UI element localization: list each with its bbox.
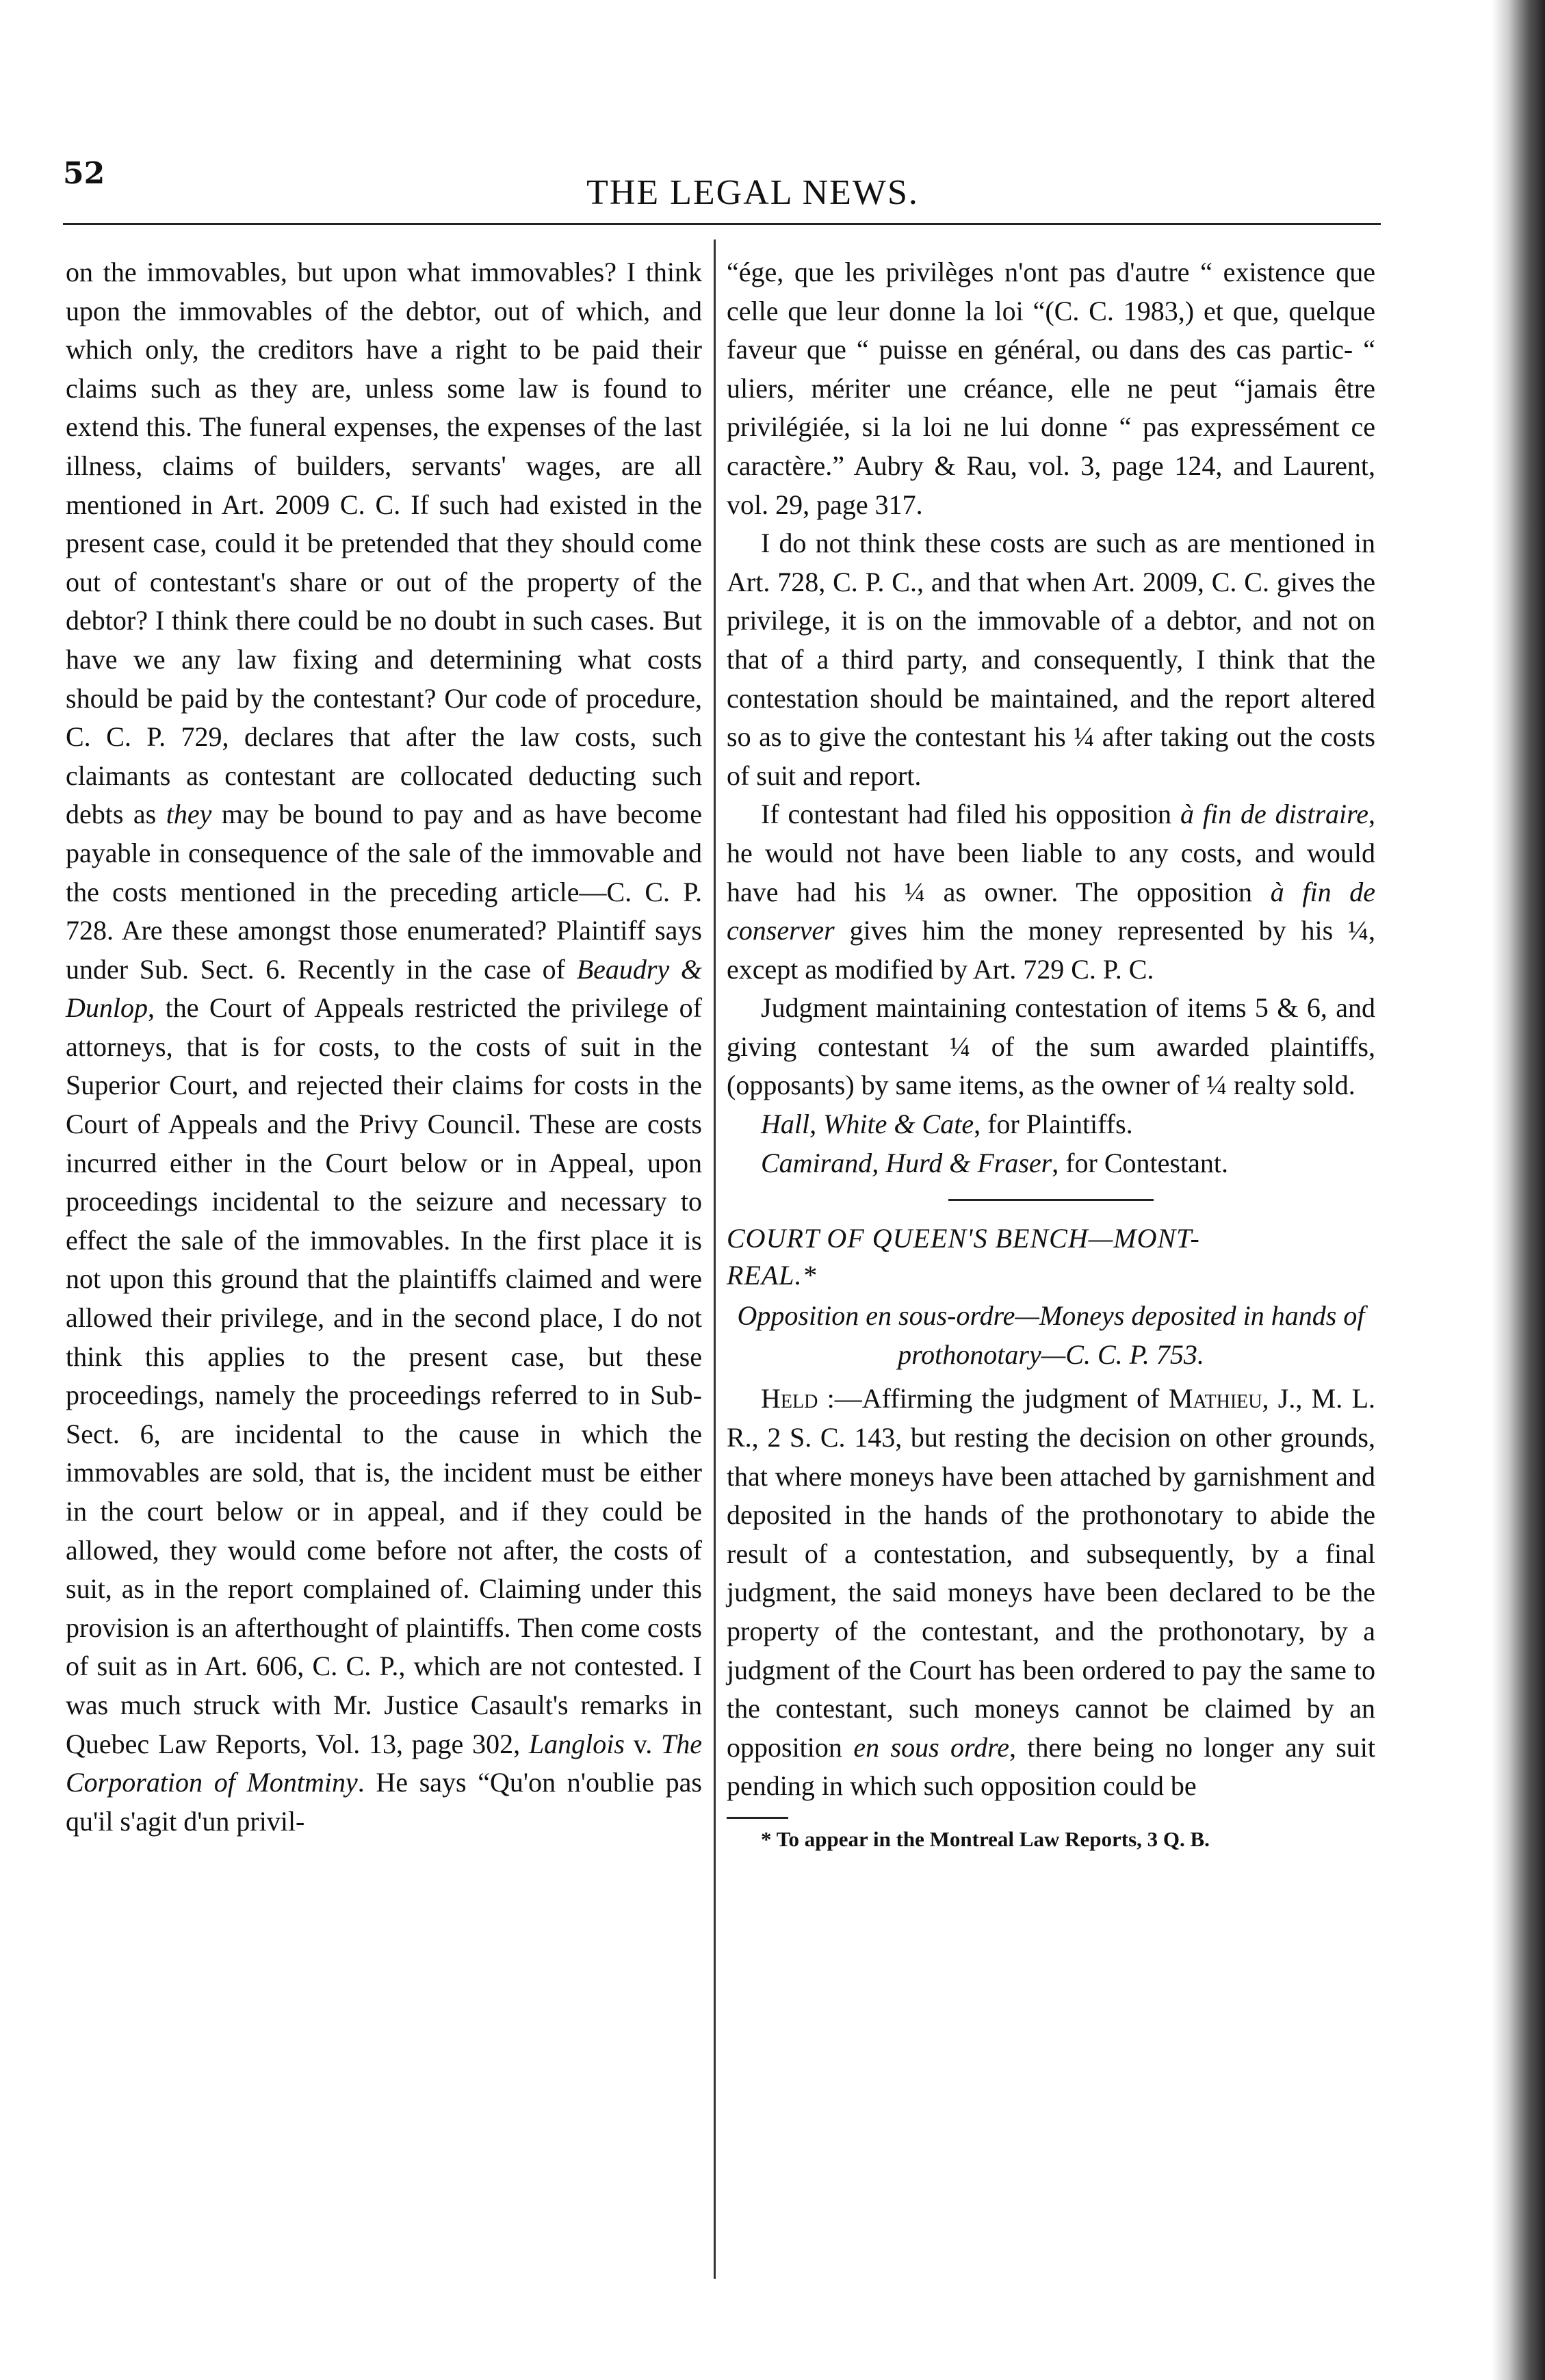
header-rule bbox=[63, 223, 1381, 225]
judgment-paragraph: Judgment maintaining contestation of items 5 & 6, and giving contestant ¼ of the sum awarded plaintiffs, (opposants) by same items, as the owner of ¼ realty sold. bbox=[727, 992, 1375, 1101]
text-run: :—Affirming the judgment of bbox=[818, 1383, 1169, 1414]
text-run: If contestant had filed his opposition bbox=[761, 799, 1180, 830]
section-rule bbox=[948, 1199, 1154, 1201]
right-column bbox=[727, 253, 1375, 1853]
case-heading: Opposition en sous-ordre—Moneys deposited in hands of prothonotary—C. C. P. 753. bbox=[737, 1300, 1365, 1370]
held-paragraph bbox=[727, 1380, 1375, 1806]
text-run: , the Court of Appeals restricted the privilege of attorneys, that is for costs, to the costs of suit in the Superior Court, and rejected their claims for costs in the Court of Appeals and the Privy Council. These are costs incurred either in the Court below or in Appeal, upon proceedings incidental to the seizure and necessary to effect the sale of the immovables. In the first place it is not upon this ground that the plaintiffs claimed and were allowed their privilege, and in the second place, I do not think this applies to the present case, but these proceedings, namely the proceedings referred to in Sub-Sect. 6, are incidental to the cause in which the immovables are sold, that is, the incident must be either in the court below or in appeal, and if they could be allowed, they would come before not after, the costs of suit, as in the report complained of. Claiming under this provision is an afterthought of plaintiffs. Then come costs of suit as in Art. 606, C. C. P., which are not contested. I was much struck with Mr. Justice Casault's remarks in Quebec Law Reports, Vol. 13, page 302, bbox=[66, 992, 702, 1759]
judge-name: Mathieu bbox=[1168, 1383, 1262, 1414]
page-number: 52 bbox=[63, 156, 105, 191]
quote-paragraph: “ége, que les privilèges n'ont pas d'autre “ existence que celle que leur donne la loi “(C. C. 1983,) et que, quelque faveur que “ puisse en général, ou dans des cas partic- “ uliers, mériter une créance, elle ne peut “jamais être privilégiée, si la loi ne lui donne “ pas expressément ce caractère.” Aubry & Rau, vol. 3, page 124, and Laurent, vol. 29, page 317. bbox=[727, 257, 1375, 520]
page-edge-shadow bbox=[1492, 0, 1545, 2380]
counsel-names: Hall, White & Cate bbox=[761, 1109, 974, 1140]
counsel-line bbox=[727, 1105, 1375, 1144]
text-run: , J., M. L. R., 2 S. C. 143, but resting the decision on other grounds, that where moneys have been attached by garnishment and deposited in the hands of the prothonotary to abide the result of a contestation, and subsequently, by a final judgment, the said moneys have been declared to be the property of the contestant, and the prothonotary, by a judgment of the Court has been ordered to pay the same to the contestant, such moneys cannot be claimed by an opposition bbox=[727, 1383, 1376, 1763]
italic-text: en sous ordre bbox=[853, 1731, 1009, 1763]
italic-text: à fin de distraire bbox=[1180, 799, 1368, 830]
running-head: THE LEGAL NEWS. bbox=[586, 173, 919, 212]
counsel-line bbox=[727, 1144, 1375, 1183]
text-run: , he would not have been liable to any costs, and would have had his ¼ as owner. The opposition bbox=[727, 799, 1375, 907]
counsel-role: , for Plaintiffs. bbox=[974, 1109, 1133, 1140]
case-citation: Beaudry & Dunlop bbox=[66, 953, 702, 1024]
held-label: Held bbox=[761, 1383, 818, 1414]
counsel-names: Camirand, Hurd & Fraser bbox=[761, 1147, 1052, 1178]
text-run: on the immovables, but upon what immovables? I think upon the immovables of the debtor, out of which, and which only, the creditors have a right to be paid their claims such as they are, unless some law is found to extend this. The funeral expenses, the expenses of the last illness, claims of builders, servants' wages, are all mentioned in Art. 2009 C. C. If such had existed in the present case, could it be pretended that they should come out of contestant's share or out of the property of the debtor? I think there could be no doubt in such cases. But have we any law fixing and determining what costs should be paid by the contestant? Our code of procedure, C. C. P. 729, declares that after the law costs, such claimants as contestant are collocated deducting such debts as bbox=[66, 257, 702, 830]
case-citation: Langlois bbox=[528, 1728, 625, 1759]
case-citation: The Corporation of Montminy bbox=[66, 1728, 702, 1798]
italic-text: à fin de conserver bbox=[727, 876, 1375, 946]
court-heading: REAL.* bbox=[727, 1260, 817, 1291]
footnote-rule bbox=[727, 1817, 788, 1819]
text-run: gives him the money represented by his ¼, except as modified by Art. 729 C. P. C. bbox=[727, 915, 1375, 985]
italic-text: they bbox=[166, 799, 212, 830]
text-run: v. bbox=[624, 1728, 661, 1759]
left-column bbox=[66, 253, 702, 1841]
body-paragraph: I do not think these costs are such as are mentioned in Art. 728, C. P. C., and that when Art. 2009, C. C. gives the privilege, it is on the immovable of a debtor, and not on that of a third party, and consequently, I think that the contestation should be maintained, and the report altered so as to give the contestant his ¼ after taking out the costs of suit and report. bbox=[727, 528, 1375, 791]
court-heading: COURT OF QUEEN'S BENCH—MONT- bbox=[727, 1223, 1200, 1254]
footnote: * To appear in the Montreal Law Reports, 3 Q. B. bbox=[761, 1826, 1210, 1851]
text-run: . He says “Qu'on n'oublie pas qu'il s'agit d'un privil- bbox=[66, 1767, 702, 1837]
body-paragraph bbox=[727, 795, 1375, 989]
text-run: may be bound to pay and as have become payable in consequence of the sale of the immovable and the costs mentioned in the preceding article—C. C. P. 728. Are these amongst those enumerated? Plaintiff says under Sub. Sect. 6. Recently in the case of bbox=[66, 799, 702, 985]
counsel-role: , for Contestant. bbox=[1052, 1147, 1228, 1178]
column-divider bbox=[714, 240, 716, 2279]
left-paragraph bbox=[66, 253, 702, 1841]
text-run: , there being no longer any suit pending in which such opposition could be bbox=[727, 1731, 1376, 1802]
